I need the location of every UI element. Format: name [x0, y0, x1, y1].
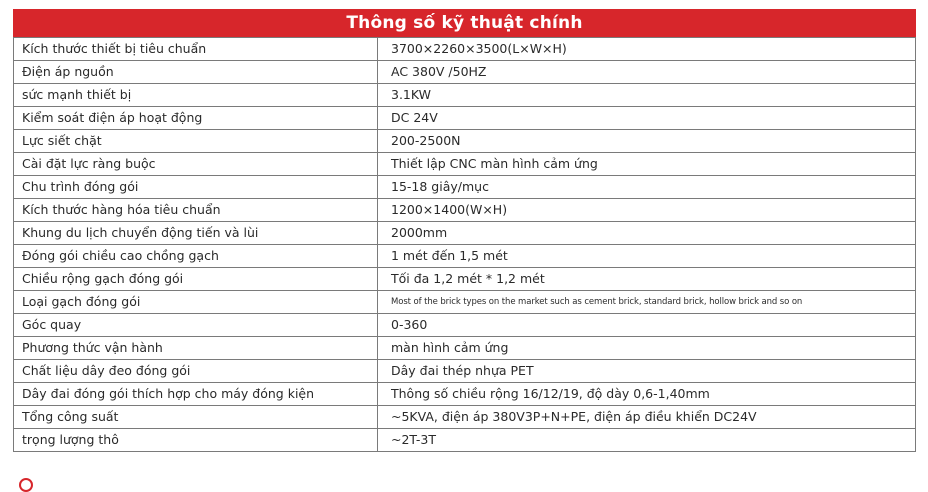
row-value: 1200×1400(W×H) — [378, 199, 916, 222]
table-row — [14, 314, 916, 337]
row-value: Thông số chiều rộng 16/12/19, độ dày 0,6-1,40mm — [378, 383, 916, 406]
row-value: 1 mét đến 1,5 mét — [378, 245, 916, 268]
row-value: 3700×2260×3500(L×W×H) — [378, 38, 916, 61]
table-row — [14, 107, 916, 130]
table-row — [14, 199, 916, 222]
row-label: Loại gạch đóng gói — [14, 291, 378, 314]
row-value: DC 24V — [378, 107, 916, 130]
row-label: Kích thước hàng hóa tiêu chuẩn — [14, 199, 378, 222]
row-label: Chiều rộng gạch đóng gói — [14, 268, 378, 291]
row-value: 0-360 — [378, 314, 916, 337]
row-label: Chu trình đóng gói — [14, 176, 378, 199]
row-label: Đóng gói chiều cao chồng gạch — [14, 245, 378, 268]
row-value: màn hình cảm ứng — [378, 337, 916, 360]
row-label: Chất liệu dây đeo đóng gói — [14, 360, 378, 383]
row-label: Góc quay — [14, 314, 378, 337]
row-value: 15-18 giây/mục — [378, 176, 916, 199]
table-row — [14, 245, 916, 268]
table-row — [14, 84, 916, 107]
row-label: Điện áp nguồn — [14, 61, 378, 84]
table-row — [14, 153, 916, 176]
table-row — [14, 406, 916, 429]
row-label: Kiểm soát điện áp hoạt động — [14, 107, 378, 130]
table-row — [14, 222, 916, 245]
spec-table-body — [14, 38, 916, 452]
row-value: ~5KVA, điện áp 380V3P+N+PE, điện áp điều khiển DC24V — [378, 406, 916, 429]
table-row — [14, 429, 916, 452]
row-label: Kích thước thiết bị tiêu chuẩn — [14, 38, 378, 61]
row-label: Lực siết chặt — [14, 130, 378, 153]
row-label: Cài đặt lực ràng buộc — [14, 153, 378, 176]
row-value: 2000mm — [378, 222, 916, 245]
row-label: Phương thức vận hành — [14, 337, 378, 360]
row-value: Most of the brick types on the market such as cement brick, standard brick, hollow brick and so on — [378, 291, 916, 314]
spec-table — [13, 37, 916, 452]
table-row — [14, 61, 916, 84]
row-label: Dây đai đóng gói thích hợp cho máy đóng kiện — [14, 383, 378, 406]
table-row — [14, 383, 916, 406]
spec-table-container — [13, 9, 916, 452]
table-row — [14, 268, 916, 291]
table-row — [14, 360, 916, 383]
corner-logo-mark — [19, 478, 33, 492]
table-row — [14, 130, 916, 153]
row-value: 200-2500N — [378, 130, 916, 153]
table-row — [14, 291, 916, 314]
spec-table-title: Thông số kỹ thuật chính — [13, 9, 916, 37]
row-value: Dây đai thép nhựa PET — [378, 360, 916, 383]
row-label: Khung du lịch chuyển động tiến và lùi — [14, 222, 378, 245]
table-row — [14, 38, 916, 61]
row-label: sức mạnh thiết bị — [14, 84, 378, 107]
row-value: Tối đa 1,2 mét * 1,2 mét — [378, 268, 916, 291]
row-label: trọng lượng thô — [14, 429, 378, 452]
row-label: Tổng công suất — [14, 406, 378, 429]
row-value: ~2T-3T — [378, 429, 916, 452]
row-value: Thiết lập CNC màn hình cảm ứng — [378, 153, 916, 176]
table-row — [14, 337, 916, 360]
table-row — [14, 176, 916, 199]
row-value: AC 380V /50HZ — [378, 61, 916, 84]
row-value: 3.1KW — [378, 84, 916, 107]
